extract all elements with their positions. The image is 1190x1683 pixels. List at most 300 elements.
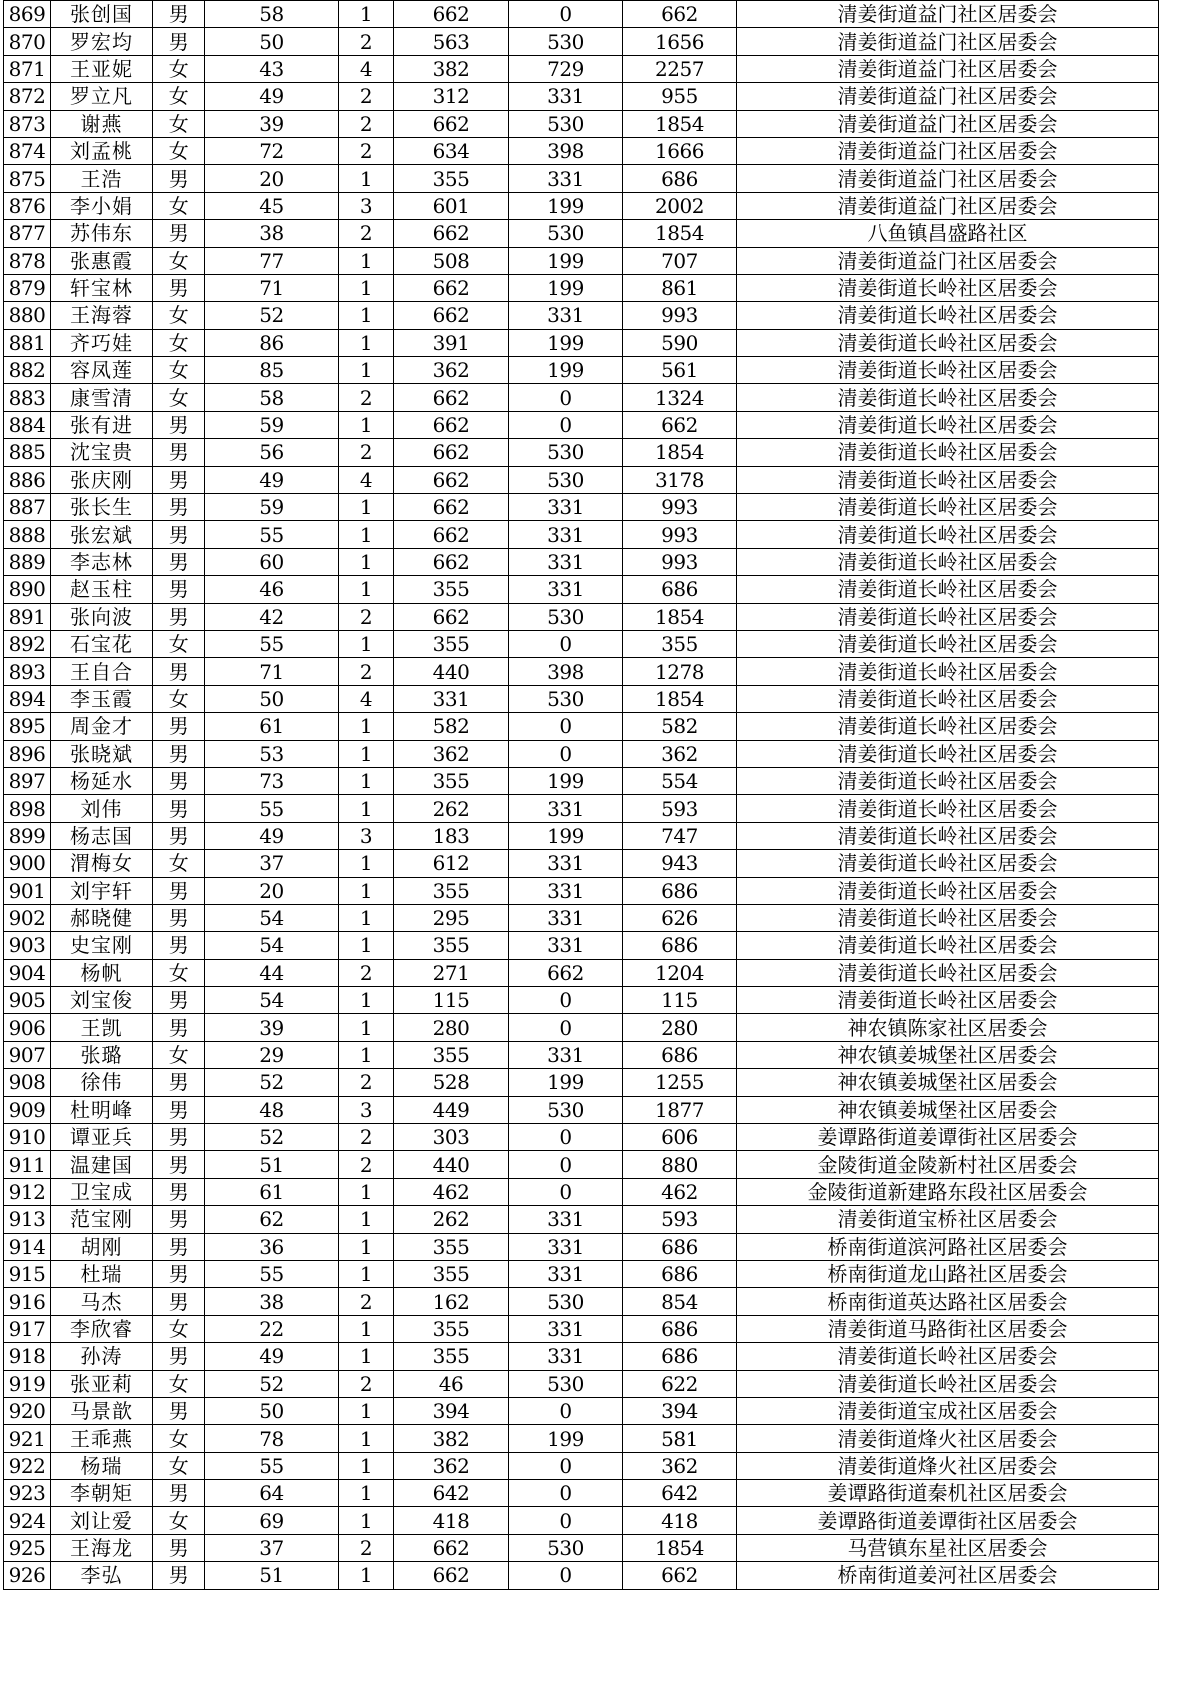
cell-community: 姜谭路街道姜谭街社区居委会: [737, 1507, 1159, 1534]
cell-name: 王海蓉: [51, 302, 153, 329]
cell-name: 张宏斌: [51, 521, 153, 548]
cell-total: 662: [623, 1562, 737, 1589]
cell-household-size: 3: [339, 192, 394, 219]
table-row: [4, 1206, 1159, 1233]
cell-total: 554: [623, 767, 737, 794]
cell-household-size: 1: [339, 767, 394, 794]
cell-household-size: 1: [339, 877, 394, 904]
cell-age: 54: [205, 987, 339, 1014]
cell-row-number: 878: [4, 247, 51, 274]
cell-gender: 男: [153, 1260, 205, 1287]
cell-amount-2: 331: [509, 1206, 623, 1233]
cell-row-number: 889: [4, 548, 51, 575]
cell-amount-1: 162: [394, 1288, 509, 1315]
cell-community: 清姜街道长岭社区居委会: [737, 329, 1159, 356]
cell-row-number: 893: [4, 658, 51, 685]
cell-total: 593: [623, 795, 737, 822]
cell-gender: 女: [153, 302, 205, 329]
cell-row-number: 895: [4, 713, 51, 740]
cell-gender: 男: [153, 740, 205, 767]
cell-household-size: 2: [339, 28, 394, 55]
cell-age: 37: [205, 850, 339, 877]
cell-name: 史宝刚: [51, 932, 153, 959]
cell-name: 渭梅女: [51, 850, 153, 877]
cell-community: 清姜街道长岭社区居委会: [737, 411, 1159, 438]
cell-household-size: 1: [339, 411, 394, 438]
cell-name: 谢燕: [51, 110, 153, 137]
cell-gender: 男: [153, 1562, 205, 1589]
cell-amount-1: 634: [394, 137, 509, 164]
cell-household-size: 2: [339, 1534, 394, 1561]
cell-gender: 女: [153, 247, 205, 274]
cell-age: 38: [205, 1288, 339, 1315]
cell-total: 626: [623, 904, 737, 931]
cell-amount-2: 0: [509, 1178, 623, 1205]
table-row: [4, 466, 1159, 493]
cell-amount-1: 355: [394, 767, 509, 794]
cell-gender: 女: [153, 357, 205, 384]
cell-name: 张晓斌: [51, 740, 153, 767]
cell-household-size: 1: [339, 1315, 394, 1342]
cell-gender: 男: [153, 932, 205, 959]
cell-amount-2: 331: [509, 1233, 623, 1260]
cell-community: 神农镇陈家社区居委会: [737, 1014, 1159, 1041]
cell-total: 686: [623, 1041, 737, 1068]
cell-amount-1: 449: [394, 1096, 509, 1123]
cell-amount-2: 662: [509, 959, 623, 986]
table-row: [4, 110, 1159, 137]
cell-amount-2: 199: [509, 274, 623, 301]
table-row: [4, 494, 1159, 521]
cell-age: 64: [205, 1480, 339, 1507]
cell-amount-2: 0: [509, 1, 623, 28]
table-row: [4, 1452, 1159, 1479]
cell-row-number: 919: [4, 1370, 51, 1397]
cell-amount-1: 46: [394, 1370, 509, 1397]
cell-gender: 男: [153, 494, 205, 521]
cell-community: 神农镇姜城堡社区居委会: [737, 1041, 1159, 1068]
table-row: [4, 1260, 1159, 1287]
cell-amount-1: 662: [394, 439, 509, 466]
cell-age: 52: [205, 1124, 339, 1151]
cell-gender: 男: [153, 1178, 205, 1205]
cell-total: 686: [623, 165, 737, 192]
cell-name: 轩宝林: [51, 274, 153, 301]
cell-total: 622: [623, 1370, 737, 1397]
table-row: [4, 521, 1159, 548]
table-row: [4, 1507, 1159, 1534]
cell-age: 50: [205, 1397, 339, 1424]
cell-name: 李弘: [51, 1562, 153, 1589]
cell-name: 赵玉柱: [51, 576, 153, 603]
cell-gender: 男: [153, 466, 205, 493]
table-row: [4, 959, 1159, 986]
cell-name: 徐伟: [51, 1069, 153, 1096]
cell-amount-1: 418: [394, 1507, 509, 1534]
cell-amount-2: 331: [509, 302, 623, 329]
cell-age: 22: [205, 1315, 339, 1342]
table-row: [4, 384, 1159, 411]
cell-row-number: 918: [4, 1343, 51, 1370]
cell-amount-2: 331: [509, 932, 623, 959]
cell-amount-1: 642: [394, 1480, 509, 1507]
cell-gender: 男: [153, 1534, 205, 1561]
cell-total: 662: [623, 1, 737, 28]
cell-total: 1255: [623, 1069, 737, 1096]
cell-row-number: 870: [4, 28, 51, 55]
cell-community: 清姜街道长岭社区居委会: [737, 439, 1159, 466]
cell-total: 993: [623, 494, 737, 521]
cell-gender: 男: [153, 877, 205, 904]
cell-household-size: 2: [339, 603, 394, 630]
cell-household-size: 1: [339, 548, 394, 575]
cell-row-number: 877: [4, 220, 51, 247]
cell-age: 58: [205, 1, 339, 28]
cell-gender: 男: [153, 603, 205, 630]
cell-amount-2: 331: [509, 877, 623, 904]
table-row: [4, 1425, 1159, 1452]
table-row: [4, 1014, 1159, 1041]
cell-row-number: 902: [4, 904, 51, 931]
table-row: [4, 247, 1159, 274]
cell-age: 55: [205, 630, 339, 657]
cell-amount-1: 528: [394, 1069, 509, 1096]
cell-amount-1: 662: [394, 274, 509, 301]
table-row: [4, 904, 1159, 931]
cell-household-size: 1: [339, 1562, 394, 1589]
cell-amount-1: 662: [394, 1534, 509, 1561]
cell-household-size: 1: [339, 1, 394, 28]
cell-total: 686: [623, 1233, 737, 1260]
cell-age: 72: [205, 137, 339, 164]
cell-name: 李志林: [51, 548, 153, 575]
cell-household-size: 1: [339, 274, 394, 301]
cell-household-size: 2: [339, 1069, 394, 1096]
cell-name: 杨延水: [51, 767, 153, 794]
cell-amount-2: 398: [509, 658, 623, 685]
cell-name: 张有进: [51, 411, 153, 438]
cell-row-number: 903: [4, 932, 51, 959]
cell-age: 46: [205, 576, 339, 603]
cell-gender: 女: [153, 1370, 205, 1397]
cell-community: 清姜街道益门社区居委会: [737, 1, 1159, 28]
cell-amount-2: 199: [509, 247, 623, 274]
cell-gender: 女: [153, 83, 205, 110]
cell-gender: 男: [153, 904, 205, 931]
cell-name: 马景歆: [51, 1397, 153, 1424]
cell-community: 清姜街道益门社区居委会: [737, 165, 1159, 192]
cell-gender: 男: [153, 1124, 205, 1151]
cell-amount-2: 530: [509, 1288, 623, 1315]
cell-amount-2: 530: [509, 603, 623, 630]
cell-name: 温建国: [51, 1151, 153, 1178]
cell-amount-2: 530: [509, 220, 623, 247]
cell-gender: 男: [153, 1096, 205, 1123]
cell-gender: 女: [153, 1041, 205, 1068]
cell-amount-2: 0: [509, 1397, 623, 1424]
cell-gender: 男: [153, 658, 205, 685]
cell-row-number: 901: [4, 877, 51, 904]
table-row: [4, 1151, 1159, 1178]
cell-total: 606: [623, 1124, 737, 1151]
cell-amount-1: 662: [394, 466, 509, 493]
cell-amount-2: 331: [509, 795, 623, 822]
cell-name: 杨帆: [51, 959, 153, 986]
cell-household-size: 1: [339, 521, 394, 548]
cell-name: 王浩: [51, 165, 153, 192]
cell-amount-1: 271: [394, 959, 509, 986]
table-row: [4, 987, 1159, 1014]
cell-amount-1: 312: [394, 83, 509, 110]
table-row: [4, 1562, 1159, 1589]
cell-age: 60: [205, 548, 339, 575]
cell-age: 39: [205, 1014, 339, 1041]
cell-gender: 女: [153, 630, 205, 657]
cell-age: 52: [205, 1069, 339, 1096]
cell-row-number: 871: [4, 55, 51, 82]
table-row: [4, 329, 1159, 356]
cell-total: 686: [623, 1343, 737, 1370]
cell-total: 686: [623, 932, 737, 959]
cell-community: 清姜街道烽火社区居委会: [737, 1452, 1159, 1479]
cell-row-number: 879: [4, 274, 51, 301]
table-row: [4, 220, 1159, 247]
cell-gender: 女: [153, 850, 205, 877]
cell-age: 39: [205, 110, 339, 137]
cell-gender: 男: [153, 576, 205, 603]
cell-community: 清姜街道益门社区居委会: [737, 110, 1159, 137]
cell-community: 清姜街道长岭社区居委会: [737, 767, 1159, 794]
cell-name: 罗立凡: [51, 83, 153, 110]
cell-age: 49: [205, 822, 339, 849]
cell-amount-1: 295: [394, 904, 509, 931]
cell-age: 20: [205, 165, 339, 192]
cell-name: 沈宝贵: [51, 439, 153, 466]
cell-total: 955: [623, 83, 737, 110]
cell-community: 清姜街道益门社区居委会: [737, 55, 1159, 82]
cell-row-number: 923: [4, 1480, 51, 1507]
cell-name: 杜明峰: [51, 1096, 153, 1123]
cell-amount-2: 331: [509, 1343, 623, 1370]
cell-name: 张庆刚: [51, 466, 153, 493]
cell-name: 胡刚: [51, 1233, 153, 1260]
cell-amount-2: 199: [509, 1069, 623, 1096]
cell-age: 52: [205, 302, 339, 329]
cell-community: 清姜街道长岭社区居委会: [737, 603, 1159, 630]
cell-amount-1: 662: [394, 548, 509, 575]
cell-row-number: 909: [4, 1096, 51, 1123]
cell-amount-2: 331: [509, 83, 623, 110]
cell-household-size: 1: [339, 357, 394, 384]
cell-row-number: 916: [4, 1288, 51, 1315]
cell-total: 1877: [623, 1096, 737, 1123]
cell-amount-1: 355: [394, 1041, 509, 1068]
table-row: [4, 1288, 1159, 1315]
cell-household-size: 1: [339, 987, 394, 1014]
cell-row-number: 922: [4, 1452, 51, 1479]
cell-gender: 男: [153, 1233, 205, 1260]
cell-name: 刘让爱: [51, 1507, 153, 1534]
cell-total: 1854: [623, 603, 737, 630]
cell-community: 桥南街道姜河社区居委会: [737, 1562, 1159, 1589]
cell-total: 747: [623, 822, 737, 849]
cell-age: 49: [205, 83, 339, 110]
table-row: [4, 302, 1159, 329]
table-row: [4, 357, 1159, 384]
cell-community: 清姜街道长岭社区居委会: [737, 576, 1159, 603]
cell-gender: 女: [153, 959, 205, 986]
cell-household-size: 2: [339, 1124, 394, 1151]
cell-total: 2257: [623, 55, 737, 82]
cell-amount-1: 662: [394, 603, 509, 630]
table-row: [4, 83, 1159, 110]
cell-name: 孙涛: [51, 1343, 153, 1370]
cell-age: 85: [205, 357, 339, 384]
cell-household-size: 1: [339, 1206, 394, 1233]
cell-name: 张长生: [51, 494, 153, 521]
cell-community: 清姜街道长岭社区居委会: [737, 932, 1159, 959]
cell-community: 神农镇姜城堡社区居委会: [737, 1069, 1159, 1096]
cell-amount-2: 0: [509, 384, 623, 411]
cell-household-size: 1: [339, 1507, 394, 1534]
cell-community: 清姜街道长岭社区居委会: [737, 494, 1159, 521]
cell-name: 张向波: [51, 603, 153, 630]
cell-total: 943: [623, 850, 737, 877]
cell-row-number: 874: [4, 137, 51, 164]
cell-community: 桥南街道滨河路社区居委会: [737, 1233, 1159, 1260]
cell-total: 642: [623, 1480, 737, 1507]
cell-amount-2: 530: [509, 1096, 623, 1123]
cell-age: 54: [205, 932, 339, 959]
table-row: [4, 1343, 1159, 1370]
cell-total: 394: [623, 1397, 737, 1424]
cell-household-size: 1: [339, 904, 394, 931]
cell-age: 42: [205, 603, 339, 630]
cell-amount-1: 601: [394, 192, 509, 219]
cell-gender: 女: [153, 384, 205, 411]
table-row: [4, 55, 1159, 82]
cell-amount-2: 331: [509, 1041, 623, 1068]
cell-name: 卫宝成: [51, 1178, 153, 1205]
cell-row-number: 873: [4, 110, 51, 137]
cell-row-number: 897: [4, 767, 51, 794]
cell-total: 880: [623, 1151, 737, 1178]
cell-household-size: 3: [339, 822, 394, 849]
cell-amount-1: 262: [394, 795, 509, 822]
table-row: [4, 1178, 1159, 1205]
cell-total: 115: [623, 987, 737, 1014]
cell-amount-1: 440: [394, 658, 509, 685]
cell-household-size: 2: [339, 83, 394, 110]
cell-household-size: 1: [339, 1480, 394, 1507]
cell-total: 582: [623, 713, 737, 740]
cell-row-number: 876: [4, 192, 51, 219]
cell-amount-2: 331: [509, 576, 623, 603]
cell-age: 71: [205, 658, 339, 685]
cell-row-number: 882: [4, 357, 51, 384]
cell-name: 刘宇轩: [51, 877, 153, 904]
table-row: [4, 1069, 1159, 1096]
cell-amount-1: 262: [394, 1206, 509, 1233]
cell-amount-1: 355: [394, 932, 509, 959]
cell-age: 51: [205, 1151, 339, 1178]
cell-amount-2: 530: [509, 110, 623, 137]
cell-household-size: 1: [339, 1452, 394, 1479]
cell-row-number: 911: [4, 1151, 51, 1178]
table-row: [4, 1096, 1159, 1123]
table-row: [4, 1534, 1159, 1561]
cell-total: 686: [623, 1260, 737, 1287]
cell-name: 张惠霞: [51, 247, 153, 274]
cell-name: 康雪清: [51, 384, 153, 411]
cell-row-number: 925: [4, 1534, 51, 1561]
cell-household-size: 1: [339, 713, 394, 740]
cell-name: 马杰: [51, 1288, 153, 1315]
cell-total: 1324: [623, 384, 737, 411]
cell-community: 清姜街道益门社区居委会: [737, 137, 1159, 164]
cell-total: 1666: [623, 137, 737, 164]
cell-total: 593: [623, 1206, 737, 1233]
cell-age: 59: [205, 494, 339, 521]
cell-row-number: 894: [4, 685, 51, 712]
cell-amount-1: 582: [394, 713, 509, 740]
cell-amount-2: 729: [509, 55, 623, 82]
cell-row-number: 899: [4, 822, 51, 849]
cell-gender: 女: [153, 1425, 205, 1452]
cell-community: 清姜街道长岭社区居委会: [737, 630, 1159, 657]
cell-age: 38: [205, 220, 339, 247]
cell-age: 55: [205, 521, 339, 548]
cell-name: 王乖燕: [51, 1425, 153, 1452]
cell-total: 993: [623, 521, 737, 548]
cell-total: 1854: [623, 439, 737, 466]
cell-community: 清姜街道长岭社区居委会: [737, 877, 1159, 904]
cell-household-size: 1: [339, 247, 394, 274]
cell-household-size: 4: [339, 685, 394, 712]
cell-row-number: 907: [4, 1041, 51, 1068]
cell-name: 杨志国: [51, 822, 153, 849]
cell-amount-2: 0: [509, 1507, 623, 1534]
cell-community: 桥南街道龙山路社区居委会: [737, 1260, 1159, 1287]
cell-name: 李朝矩: [51, 1480, 153, 1507]
cell-total: 355: [623, 630, 737, 657]
cell-name: 刘孟桃: [51, 137, 153, 164]
cell-amount-2: 199: [509, 357, 623, 384]
cell-household-size: 1: [339, 740, 394, 767]
cell-gender: 女: [153, 192, 205, 219]
cell-total: 581: [623, 1425, 737, 1452]
table-row: [4, 1370, 1159, 1397]
cell-household-size: 1: [339, 932, 394, 959]
cell-household-size: 2: [339, 137, 394, 164]
table-row: [4, 1, 1159, 28]
cell-amount-1: 362: [394, 357, 509, 384]
cell-household-size: 4: [339, 466, 394, 493]
cell-amount-1: 382: [394, 55, 509, 82]
cell-amount-1: 355: [394, 1233, 509, 1260]
cell-community: 清姜街道益门社区居委会: [737, 83, 1159, 110]
cell-name: 容凤莲: [51, 357, 153, 384]
cell-household-size: 1: [339, 1233, 394, 1260]
cell-name: 杜瑞: [51, 1260, 153, 1287]
cell-name: 李玉霞: [51, 685, 153, 712]
cell-name: 王亚妮: [51, 55, 153, 82]
cell-total: 686: [623, 877, 737, 904]
cell-household-size: 1: [339, 1014, 394, 1041]
cell-gender: 男: [153, 767, 205, 794]
cell-name: 罗宏均: [51, 28, 153, 55]
cell-community: 清姜街道长岭社区居委会: [737, 987, 1159, 1014]
